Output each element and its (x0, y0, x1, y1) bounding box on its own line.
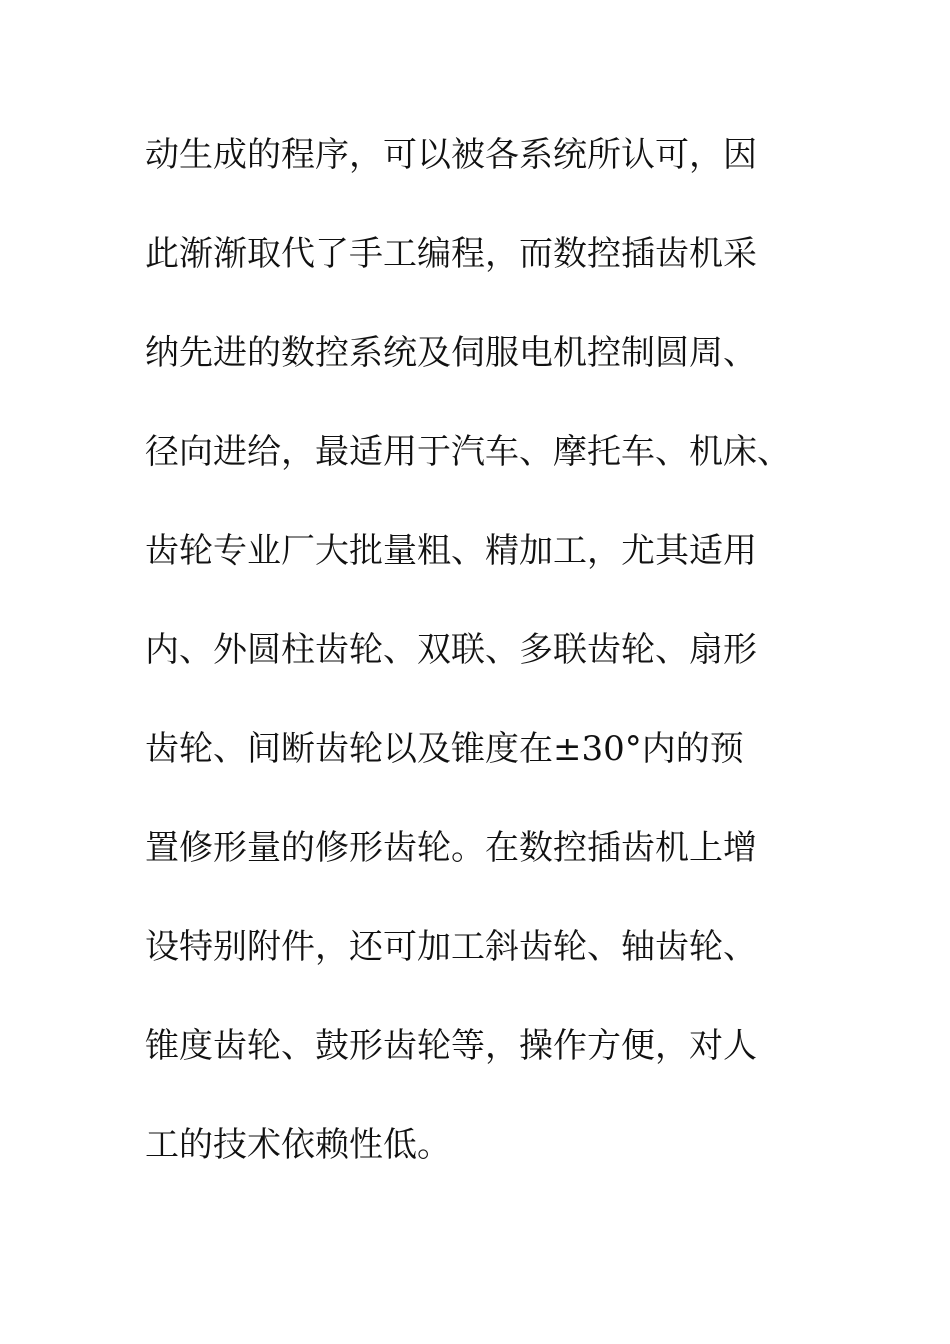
text-line: 工的技术依赖性低。 (145, 1125, 451, 1165)
text-line: 齿轮专业厂大批量粗、精加工，尤其适用 (145, 531, 757, 571)
text-line: 齿轮、间断齿轮以及锥度在±30°内的预 (145, 729, 744, 769)
text-line: 置修形量的修形齿轮。在数控插齿机上增 (145, 828, 757, 868)
body-paragraph (145, 124, 825, 1213)
text-line: 径向进给，最适用于汽车、摩托车、机床、 (145, 432, 791, 472)
text-line: 锥度齿轮、鼓形齿轮等，操作方便，对人 (145, 1026, 757, 1066)
text-line: 纳先进的数控系统及伺服电机控制圆周、 (145, 333, 757, 373)
text-line: 动生成的程序，可以被各系统所认可，因 (145, 135, 757, 175)
text-line: 内、外圆柱齿轮、双联、多联齿轮、扇形 (145, 630, 757, 670)
text-line: 此渐渐取代了手工编程，而数控插齿机采 (145, 234, 757, 274)
text-line: 设特别附件，还可加工斜齿轮、轴齿轮、 (145, 927, 757, 967)
